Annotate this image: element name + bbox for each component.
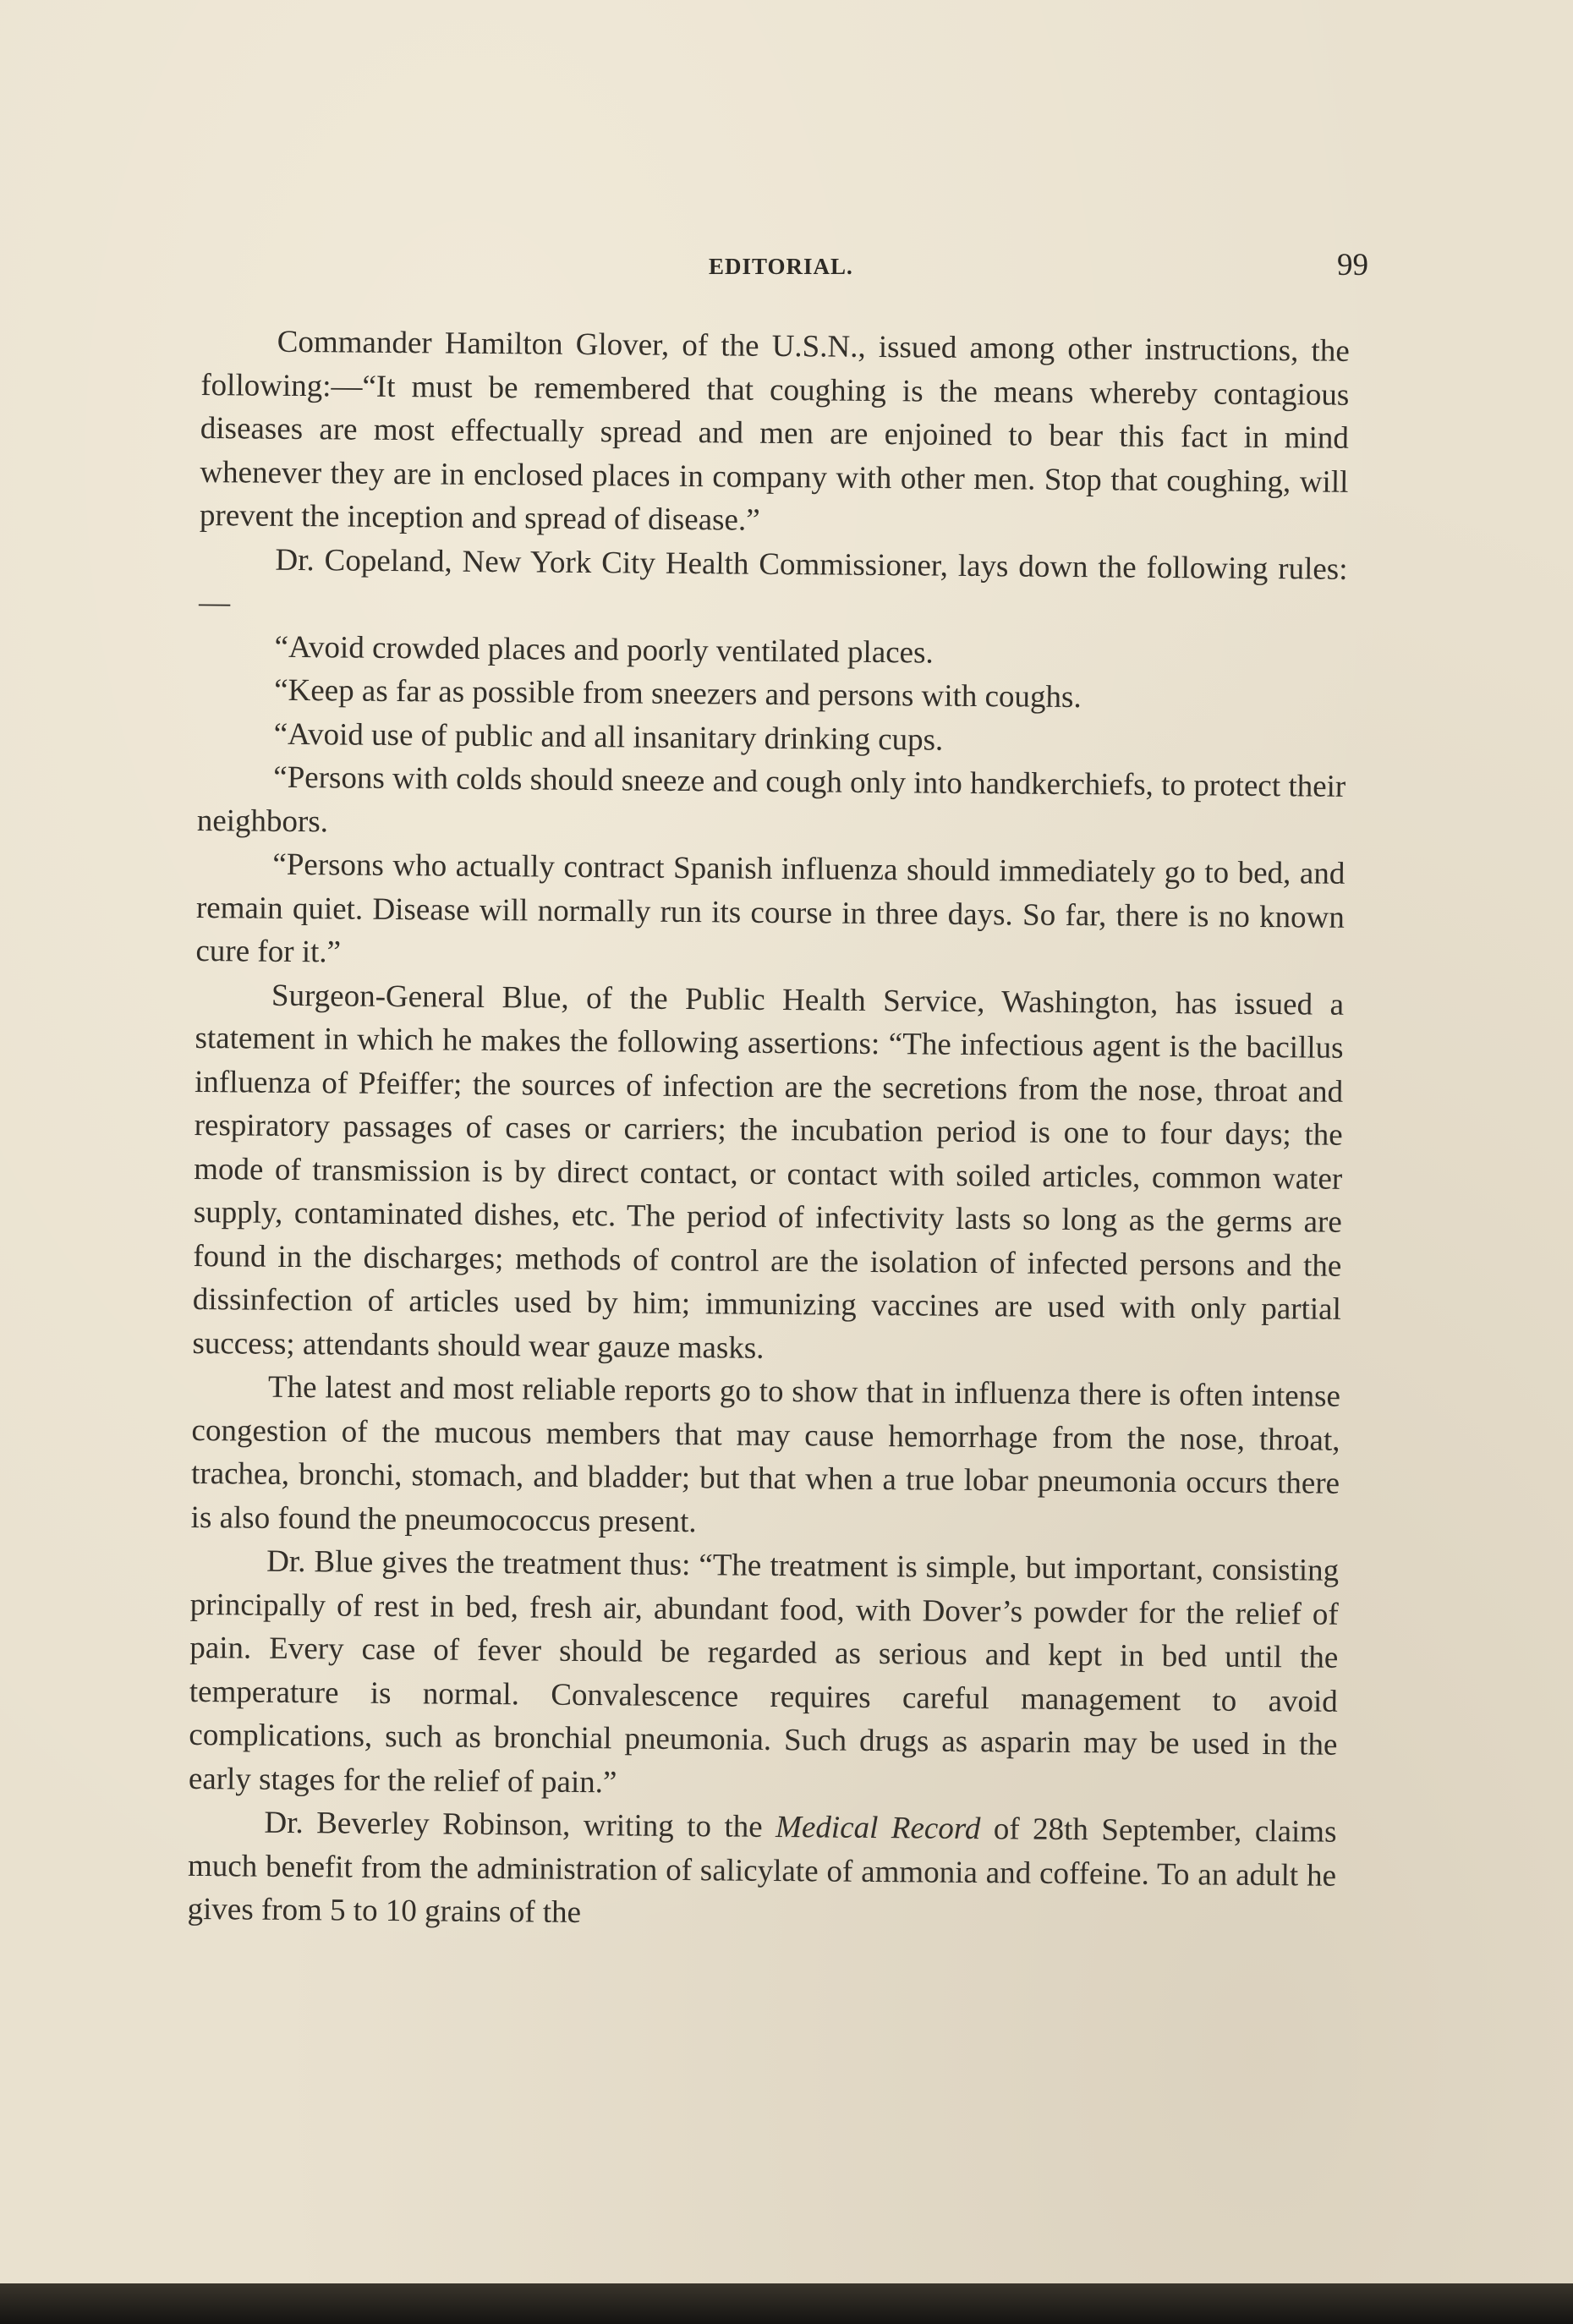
running-head: EDITORIAL. [709, 254, 853, 279]
page-bottom-edge [0, 2283, 1573, 2324]
body-text [187, 320, 1350, 1941]
rule-handkerchiefs: “Persons with colds should sneeze and cough only into handkerchiefs, to protect their neighbors. [196, 759, 1346, 839]
rule-bed-rest: “Persons who actually contract Spanish influenza should immediately go to bed, and remain quiet. Disease will normally run its course in three days. So far, there is no known cure for it.” [195, 847, 1346, 970]
rule-crowded-places: “Avoid crowded places and poorly ventilated places. [274, 629, 934, 671]
rule-drinking-cups: “Avoid use of public and all insanitary drinking cups. [273, 716, 944, 758]
paragraph-copeland-intro: Dr. Copeland, New York City Health Commissioner, lays down the following rules:— [198, 542, 1348, 621]
paragraph-blue-treatment: Dr. Blue gives the treatment thus: “The treatment is simple, but important, consisting principally of rest in bed, fresh air, abundant food, with Dover’s powder for the relief of pain. Every case of fever should be regarded as serious and kept in bed until the temperature is normal. Convalescence requires careful management to avoid complications, such as bronchial pneumonia. Such drugs as asparin may be used in the early stages for the relief of pain.” [188, 1543, 1340, 1800]
paragraph-latest-reports: The latest and most reliable reports go to show that in influenza there is often intense congestion of the mucous members that may cause hemorrhage from the nose, throat, trachea, bronchi, stomach, and bladder; but that when a true lobar pneumonia occurs there is also found the pneumococcus present. [190, 1369, 1341, 1539]
robinson-text-before: Dr. Beverley Robinson, writing to the [264, 1805, 776, 1844]
paragraph-robinson [187, 1801, 1336, 1941]
robinson-text-after: of 28th September, claims much benefit from the administration of salicylate of ammonia and coffeine. To an adult he gives from 5 to 10 grains of the [187, 1812, 1337, 1930]
journal-title: Medical Record [775, 1809, 981, 1847]
page-number: 99 [1337, 248, 1368, 282]
rule-sneezers: “Keep as far as possible from sneezers and persons with coughs. [273, 672, 1082, 715]
page-header [201, 247, 1368, 289]
paragraph-surgeon-general-blue: Surgeon-General Blue, of the Public Health Service, Washington, has issued a statement in which he makes the following assertions: “The infectious agent is the bacillus influenza of Pfeiffer; the sources of infection are the secretions from the nose, throat and respiratory passages of cases or carriers; the incubation period is one to four days; the mode of transmission is by direct contact, or contact with soiled articles, common water supply, contaminated dishes, etc. The period of infectivity lasts so long as the germs are found in the discharges; methods of control are the isolation of infected persons and the dissinfection of articles used by him; immunizing vaccines are used with only partial success; attendants should wear gauze masks. [192, 978, 1345, 1366]
paragraph-glover: Commander Hamilton Glover, of the U.S.N., issued among other instructions, the following:—“It must be remembered that coughing is the means whereby contagious diseases are most effectually spread and men are enjoined to bear this fact in mind whenever they are in enclosed places in company with other men. Stop that coughing, will prevent the inception and spread of disease.” [199, 324, 1350, 538]
